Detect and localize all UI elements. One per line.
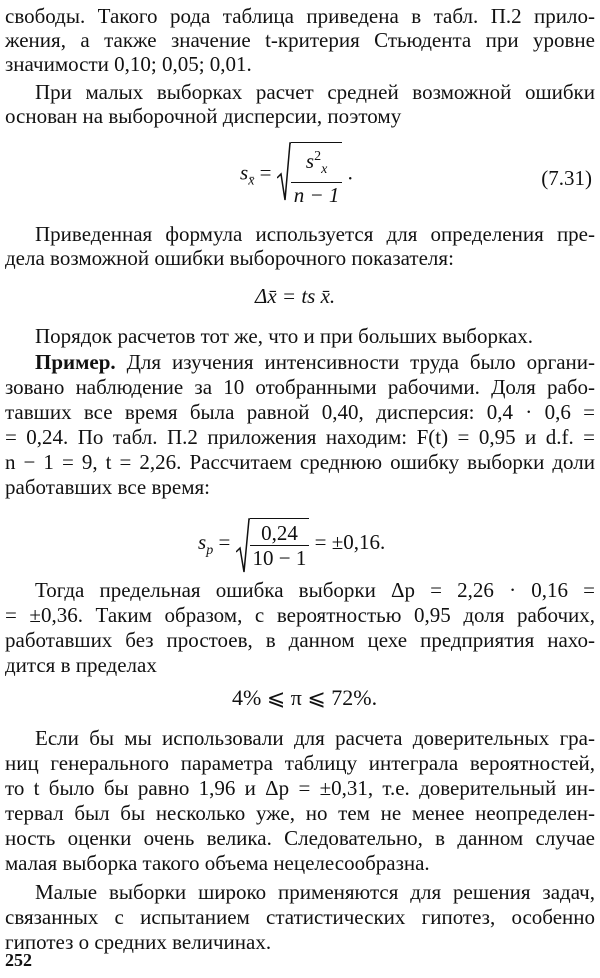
text-line: основан на выборочной дисперсии, поэтому: [5, 104, 402, 128]
square-root: [236, 518, 310, 570]
text-line: малая выборка такого объема нецелесообразна.: [5, 851, 430, 875]
text-line: дела возможной ошибки выборочного показателя:: [5, 246, 454, 270]
formula-delta: Δx̄ = ts x̄.: [255, 284, 336, 308]
text-line: Если бы мы использовали для расчета доверительных гра-: [35, 726, 595, 750]
formula-7-31: $s_{x̄}$ = $\frac{s^2_x}{n - 1}$ .: [240, 142, 353, 207]
text-line: n − 1 = 9, t = 2,26. Рассчитаем среднюю ошибку выборки доли: [5, 450, 595, 474]
text-line: Тогда предельная ошибка выборки Δp = 2,26 · 0,16 =: [35, 578, 595, 602]
text-line: = ±0,36. Таким образом, с вероятностью 0,95 доля рабочих,: [5, 603, 595, 627]
radical-sign-icon: [236, 518, 250, 574]
text-line: работавших все время:: [5, 475, 211, 499]
formula-interval: 4% ⩽ π ⩽ 72%.: [232, 685, 378, 710]
text-line: дится в пределах: [5, 653, 157, 677]
text-line: Порядок расчетов тот же, что и при больших выборках.: [35, 324, 533, 348]
equation-number: (7.31): [541, 166, 592, 190]
text-line: связанных с испытанием статистических гипотез, особенно: [5, 905, 595, 929]
fraction: $\frac{s^2_x}{n - 1}$: [291, 145, 343, 207]
formula-sp: $s_p$ = $\frac{0,24}{10 - 1}$ = ±0,16.: [198, 518, 385, 570]
text-line: При малых выборках расчет средней возможной ошибки: [35, 80, 595, 104]
text-line: ниц генерального параметра таблицу интеграла вероятностей,: [5, 751, 595, 775]
text-line: работавших без простоев, в данном цехе предприятия нахо-: [5, 628, 595, 652]
text-line: тавших все время была равной 0,40, дисперсия: 0,4 · 0,6 =: [5, 400, 595, 424]
radical-sign-icon: [277, 142, 291, 202]
page-number: 252: [5, 950, 32, 970]
text-line: значимости 0,10; 0,05; 0,01.: [5, 52, 252, 76]
text-line: Малые выборки широко применяются для решения задач,: [35, 880, 595, 904]
example-first-line: Пример. Для изучения интенсивности труда было органи-: [35, 350, 595, 374]
text-line: Приведенная формула используется для определения пре-: [35, 222, 595, 246]
text-line: свободы. Такого рода таблица приведена в табл. П.2 прило-: [5, 4, 595, 28]
text-line: ность оценки очень велика. Следовательно, в данном случае: [5, 826, 595, 850]
text-line: жения, а также значение t-критерия Стьюдента при уровне: [5, 28, 595, 52]
text-line: то t было бы равно 1,96 и Δp = ±0,31, т.е. доверительный ин-: [5, 776, 595, 800]
text-line: тервал был бы несколько уже, но тем не менее неопределен-: [5, 801, 595, 825]
text-line: зовано наблюдение за 10 отобранными рабочими. Доля рабо-: [5, 375, 595, 399]
text-line: = 0,24. По табл. П.2 приложения находим: F(t) = 0,95 и d.f. =: [5, 425, 595, 449]
fraction: $\frac{0,24}{10 - 1}$: [250, 521, 310, 570]
text-line: гипотез о средних величинах.: [5, 930, 272, 954]
example-label: Пример.: [35, 350, 116, 374]
square-root: [277, 142, 343, 207]
